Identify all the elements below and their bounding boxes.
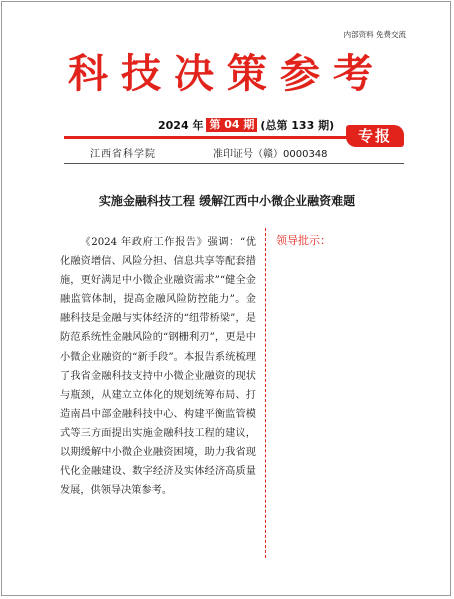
special-report-badge: 专报: [346, 125, 404, 147]
total-issue: (总第 133 期): [260, 119, 335, 132]
issue-year: 2024 年: [158, 119, 204, 132]
organization-name: 江西省科学院: [90, 149, 156, 160]
internal-note: 内部资料 免费交流: [343, 30, 406, 39]
issue-number: 第 04 期: [206, 118, 257, 132]
masthead-title: 科技决策参考: [68, 50, 386, 97]
print-permit: 准印证号（赣）0000348: [213, 149, 328, 160]
red-rule: [64, 136, 376, 139]
issue-line: [158, 117, 334, 133]
article-body: 《2024 年政府工作报告》强调：“优化融资增信、风险分担、信息共享等配套措施，更好满足中小微企业融资需求”“健全金融监管体制，提高金融风险防控能力”。金融科技是金融与实体经济的“纽带桥梁”，是防范系统性金融风险的“钢栅利刃”，更是中小微企业融资的“新手段”。本报告系统梳理了我省金融科技支持中小微企业融资的现状与瓶颈，从建立立体化的规划统筹布局、打造南昌中部金融科技中心、构建平衡监管模式等三方面提出实施金融科技工程的建议，以期缓解中小微企业融资困境，助力我省现代化金融建设、数字经济及实体经济高质量发展，供领导决策参考。: [60, 237, 256, 497]
header-divider: [64, 163, 404, 164]
comment-divider: [265, 228, 266, 558]
article-headline: 实施金融科技工程 缓解江西中小微企业融资难题: [98, 194, 356, 208]
leader-comment-label: 领导批示：: [276, 234, 331, 247]
